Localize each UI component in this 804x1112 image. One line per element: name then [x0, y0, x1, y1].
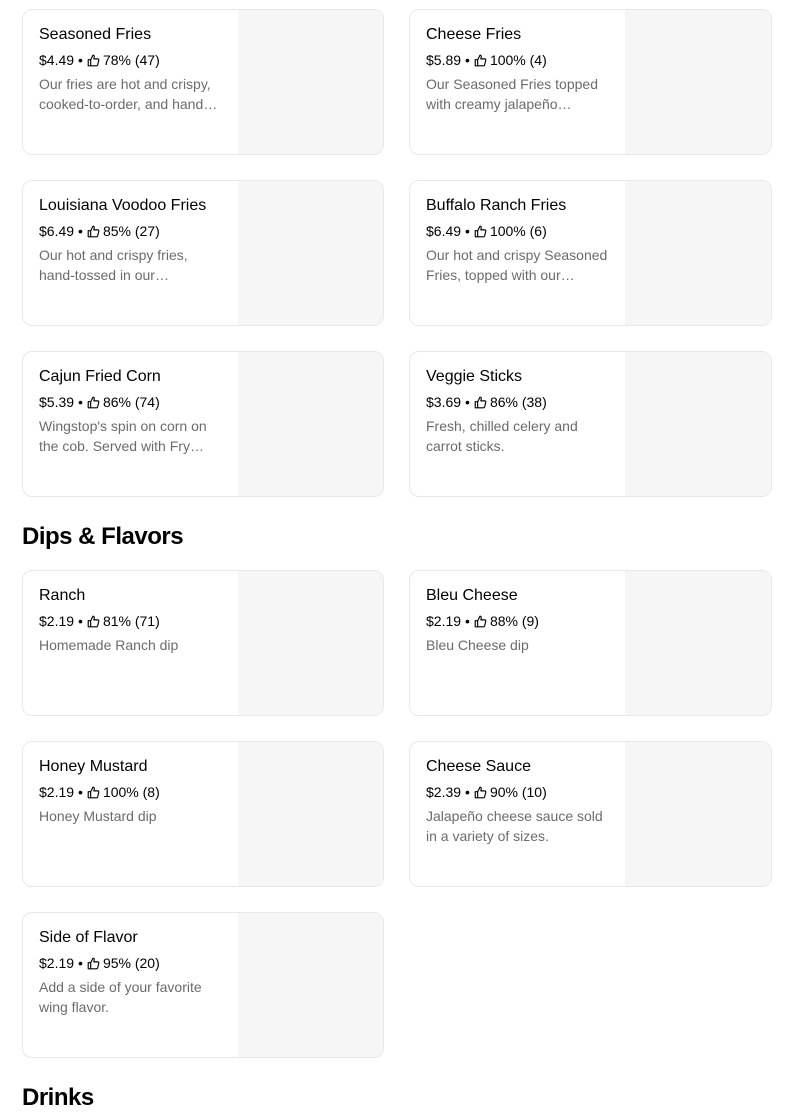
menu-item-card[interactable] — [409, 741, 772, 887]
fries-grid — [22, 9, 772, 497]
menu-item-price: $2.19 — [39, 784, 75, 800]
menu-item-info — [23, 181, 238, 325]
menu-item-card[interactable] — [409, 570, 772, 716]
menu-item-name: Ranch — [39, 587, 86, 604]
menu-item-card[interactable] — [409, 9, 772, 155]
menu-item-card[interactable] — [22, 912, 384, 1058]
menu-item-card[interactable] — [22, 741, 384, 887]
separator: • — [465, 784, 470, 800]
menu-item-description: Our hot and crispy Seasoned Fries, topped with our… — [426, 247, 608, 283]
menu-item-rating: 100% (6) — [489, 223, 547, 239]
thumbs-up-icon — [87, 54, 100, 67]
menu-item-meta — [426, 50, 625, 70]
menu-item-rating: 100% (4) — [489, 52, 547, 68]
menu-item-description: Our fries are hot and crispy, cooked-to-order, and hand… — [39, 76, 218, 112]
menu-item-name: Buffalo Ranch Fries — [426, 197, 567, 214]
menu-item-price: $6.49 — [426, 223, 462, 239]
menu-item-price: $4.49 — [39, 52, 75, 68]
menu-item-image — [238, 352, 383, 496]
menu-item-price: $2.19 — [39, 955, 75, 971]
menu-item-info — [23, 742, 238, 886]
menu-item-name: Seasoned Fries — [39, 26, 152, 43]
separator: • — [78, 223, 83, 239]
menu-item-rating: 95% (20) — [102, 955, 160, 971]
menu-item-meta — [39, 611, 238, 631]
thumbs-up-icon — [474, 225, 487, 238]
menu-item-meta — [39, 953, 238, 973]
menu-item-description: Add a side of your favorite wing flavor. — [39, 979, 202, 1015]
menu-item-image — [238, 181, 383, 325]
menu-item-card[interactable] — [22, 9, 384, 155]
menu-item-price: $2.39 — [426, 784, 462, 800]
separator: • — [78, 394, 83, 410]
menu-item-info — [23, 571, 238, 715]
menu-item-image — [238, 742, 383, 886]
menu-item-meta — [426, 392, 625, 412]
menu-item-price: $3.69 — [426, 394, 462, 410]
menu-item-description: Jalapeño cheese sauce sold in a variety of sizes. — [426, 808, 603, 844]
menu-item-meta — [426, 782, 625, 802]
menu-item-rating: 90% (10) — [489, 784, 547, 800]
menu-item-price: $2.19 — [39, 613, 75, 629]
menu-item-image — [625, 10, 771, 154]
separator: • — [465, 52, 470, 68]
menu-item-rating: 78% (47) — [102, 52, 160, 68]
menu-item-image — [625, 742, 771, 886]
menu-item-description: Fresh, chilled celery and carrot sticks. — [426, 418, 578, 454]
thumbs-up-icon — [474, 615, 487, 628]
menu-item-description: Honey Mustard dip — [39, 808, 157, 824]
separator: • — [78, 955, 83, 971]
menu-item-meta — [39, 392, 238, 412]
menu-item-description: Wingstop's spin on corn on the cob. Served with Fry… — [39, 418, 207, 454]
menu-item-meta — [426, 221, 625, 241]
menu-item-description: Our Seasoned Fries topped with creamy jalapeño… — [426, 76, 598, 112]
menu-item-name: Cajun Fried Corn — [39, 368, 161, 385]
menu-item-name: Cheese Fries — [426, 26, 522, 43]
menu-item-price: $2.19 — [426, 613, 462, 629]
menu-item-image — [625, 181, 771, 325]
menu-item-card[interactable] — [409, 351, 772, 497]
menu-item-rating: 86% (74) — [102, 394, 160, 410]
menu-item-image — [238, 913, 383, 1057]
thumbs-up-icon — [87, 225, 100, 238]
menu-item-meta — [39, 221, 238, 241]
menu-item-image — [625, 571, 771, 715]
thumbs-up-icon — [474, 54, 487, 67]
section-title-drinks: Drinks — [22, 1084, 94, 1111]
dips-grid — [22, 570, 772, 1058]
separator: • — [78, 52, 83, 68]
menu-item-info — [410, 181, 625, 325]
menu-item-name: Bleu Cheese — [426, 587, 518, 604]
thumbs-up-icon — [87, 957, 100, 970]
menu-item-description: Homemade Ranch dip — [39, 637, 179, 653]
thumbs-up-icon — [87, 615, 100, 628]
menu-item-price: $5.89 — [426, 52, 462, 68]
menu-item-name: Louisiana Voodoo Fries — [39, 197, 207, 214]
menu-item-name: Cheese Sauce — [426, 758, 531, 775]
menu-item-price: $5.39 — [39, 394, 75, 410]
menu-item-meta — [426, 611, 625, 631]
menu-item-rating: 88% (9) — [489, 613, 539, 629]
separator: • — [465, 223, 470, 239]
menu-item-rating: 100% (8) — [102, 784, 160, 800]
thumbs-up-icon — [87, 786, 100, 799]
menu-item-meta — [39, 50, 238, 70]
menu-item-info — [23, 913, 238, 1057]
menu-item-rating: 86% (38) — [489, 394, 547, 410]
menu-item-meta — [39, 782, 238, 802]
menu-item-rating: 81% (71) — [102, 613, 160, 629]
section-title-dips-flavors: Dips & Flavors — [22, 523, 184, 550]
separator: • — [78, 784, 83, 800]
menu-item-name: Veggie Sticks — [426, 368, 523, 385]
menu-item-info — [23, 10, 238, 154]
separator: • — [465, 394, 470, 410]
menu-item-name: Honey Mustard — [39, 758, 148, 775]
thumbs-up-icon — [474, 396, 487, 409]
menu-item-card[interactable] — [22, 351, 384, 497]
menu-item-info — [23, 352, 238, 496]
separator: • — [465, 613, 470, 629]
menu-item-price: $6.49 — [39, 223, 75, 239]
menu-item-rating: 85% (27) — [102, 223, 160, 239]
menu-item-name: Side of Flavor — [39, 929, 138, 946]
menu-item-image — [238, 10, 383, 154]
separator: • — [78, 613, 83, 629]
menu-item-description: Our hot and crispy fries, hand-tossed in our… — [39, 247, 188, 283]
menu-item-info — [410, 352, 625, 496]
menu-item-info — [410, 10, 625, 154]
menu-item-image — [238, 571, 383, 715]
menu-item-card[interactable] — [409, 180, 772, 326]
menu-item-info — [410, 571, 625, 715]
menu-item-info — [410, 742, 625, 886]
thumbs-up-icon — [474, 786, 487, 799]
menu-item-card[interactable] — [22, 180, 384, 326]
menu-item-description: Bleu Cheese dip — [426, 637, 529, 653]
menu-item-card[interactable] — [22, 570, 384, 716]
menu-item-image — [625, 352, 771, 496]
thumbs-up-icon — [87, 396, 100, 409]
